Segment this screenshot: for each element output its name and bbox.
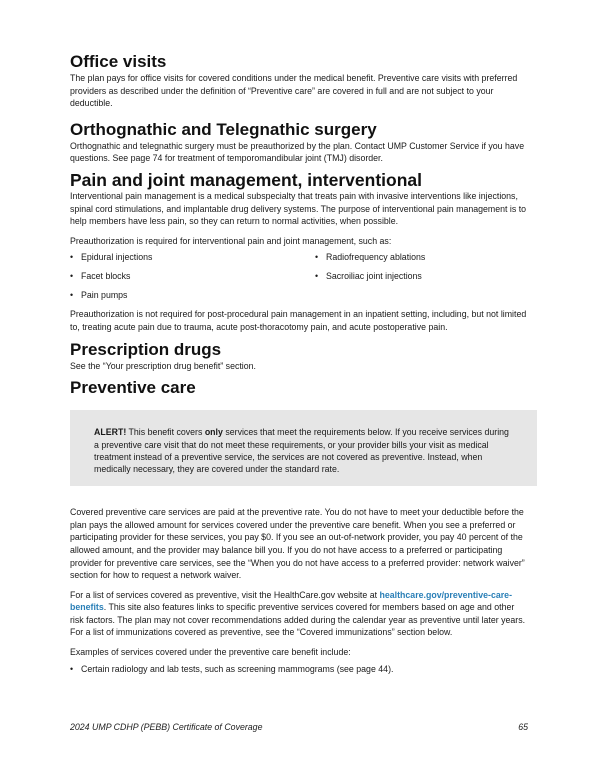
page-footer bbox=[70, 722, 528, 732]
list-item: • Pain pumps bbox=[70, 289, 315, 301]
preventive-examples-text: Examples of services covered under the preventive care benefit include: bbox=[70, 647, 351, 658]
page-number: 65 bbox=[518, 722, 528, 732]
list-item: • Sacroiliac joint injections bbox=[315, 270, 528, 282]
office-visits-text: The plan pays for office visits for covered conditions under the medical benefit. Preventive care visits with preferred providers as described under the definition of “Preventive care” are covered in full and are not subject to your deductible. bbox=[70, 73, 518, 109]
alert-label: ALERT! bbox=[94, 427, 127, 438]
heading-office-visits: Office visits bbox=[70, 52, 167, 71]
pain-procedure-list bbox=[70, 251, 528, 301]
page-content bbox=[70, 52, 528, 675]
healthcare-gov-link[interactable]: healthcare.gov/preventive-care-benefits bbox=[70, 589, 512, 613]
pain-intro-text: Interventional pain management is a medical subspecialty that treats pain with invasive interventions like injections, spinal cord stimulations, and implantable drug delivery systems. The purpose of interventional pain management is to help members have less pain, so they can return to normal activities, when possible. bbox=[70, 190, 527, 227]
preventive-list-text: For a list of services covered as preventive, visit the HealthCare.gov website at healthcare.gov/preventive-care-benefits. This site also features links to specific preventive services covered for members based on age and other risk factors. The plan may not cover recommendations added during the calendar year as preventive until later years. For a list of immunizations covered as preventive, see the “Covered immunizations” section below. bbox=[70, 589, 526, 638]
section-office-visits bbox=[70, 52, 528, 110]
section-preventive-care bbox=[70, 378, 528, 675]
footer-title: 2024 UMP CDHP (PEBB) Certificate of Coverage bbox=[70, 722, 263, 732]
pain-no-preauth-text: Preauthorization is not required for post-procedural pain management in an inpatient setting, including, but not limited to, treating acute pain due to trauma, acute post-thoracotomy pain, and acute postoperative pain. bbox=[70, 309, 527, 332]
heading-orthognathic: Orthognathic and Telegnathic surgery bbox=[70, 119, 377, 139]
pain-preauth-text: Preauthorization is required for interventional pain and joint management, such as: bbox=[70, 235, 392, 246]
alert-box bbox=[70, 410, 537, 486]
preventive-rate-text: Covered preventive care services are paid at the preventive rate. You do not have to meet your deductible before the plan pays the allowed amount for services covered under the preventive care benefit. When you see a preferred or participating provider for these services, you pay $0. If you see an out-of-network provider, you pay 40 percent of the allowed amount, and the provider may balance bill you. If you do not have access to a preferred or participating provider for preventive care services, see the “When you do not have access to a preferred provider: network waiver” section for how to request a network waiver. bbox=[70, 507, 525, 581]
prescription-text: See the “Your prescription drug benefit” section. bbox=[70, 360, 256, 371]
heading-prescription-drugs: Prescription drugs bbox=[70, 339, 222, 359]
section-orthognathic bbox=[70, 120, 528, 165]
list-item: • Epidural injections bbox=[70, 251, 315, 263]
alert-text: ALERT! This benefit covers only services that meet the requirements below. If you receive services during a preventive care visit that do not meet these requirements, or your provider bills your visit as medical treatment instead of a preventive service, the services are not covered as preventive. Instead, when medically necessary, they are covered under the standard rate. bbox=[94, 427, 509, 475]
heading-preventive-care: Preventive care bbox=[70, 378, 196, 398]
preventive-examples-list bbox=[70, 663, 528, 675]
alert-emphasis: only bbox=[204, 427, 223, 438]
list-item: • Certain radiology and lab tests, such as screening mammograms (see page 44). bbox=[70, 663, 528, 675]
orthognathic-text: Orthognathic and telegnathic surgery must be preauthorized by the plan. Contact UMP Customer Service if you have questions. See page 74 for treatment of temporomandibular joint (TMJ) disorder. bbox=[70, 140, 525, 164]
heading-pain-management: Pain and joint management, interventional bbox=[70, 169, 422, 190]
list-item: • Facet blocks bbox=[70, 270, 315, 282]
section-pain-management bbox=[70, 170, 528, 334]
section-prescription-drugs bbox=[70, 340, 528, 373]
list-item: • Radiofrequency ablations bbox=[315, 251, 528, 263]
